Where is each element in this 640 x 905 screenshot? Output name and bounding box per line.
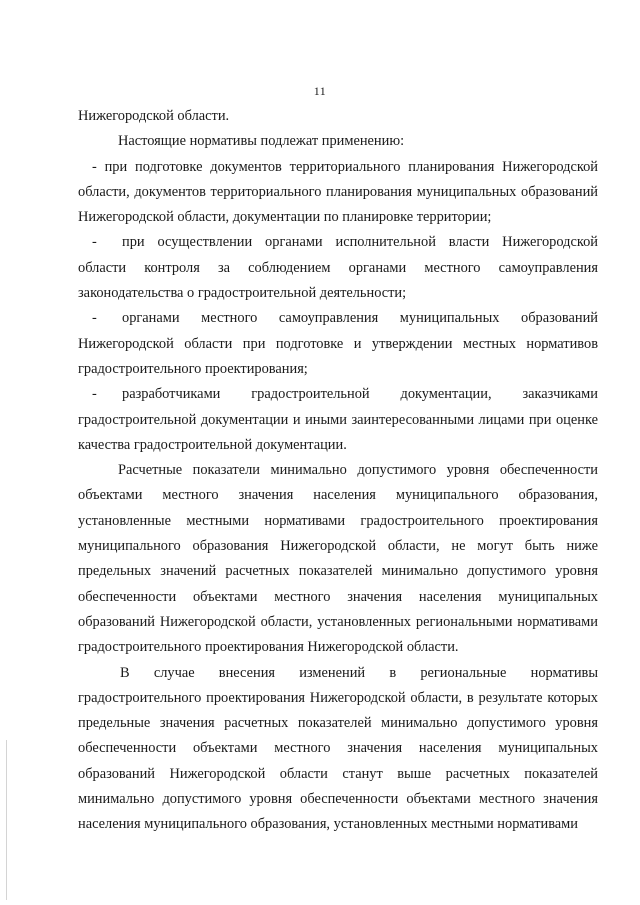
paragraph-continued-text: градостроительного проектирования Нижегородской области, в результате которых предельные значения расчетных показателей минимально допустимого уровня обеспеченности объектами местного значения населения муниципальных образований Нижегородской области станут выше расчетных показателей минимально допустимого уровня обеспеченности объектами местного значения населения муниципального образования, установленных местными нормативами [78,689,598,833]
list-dash: - [92,310,97,327]
list-item-text: разработчиками градостроительной документации, заказчиками градостроительной документации и иными заинтересованными лицами при оценке качества градостроительной документации. [78,386,598,453]
paragraph-intro: Настоящие нормативы подлежат применению: [118,133,405,150]
paragraph-calculated-indicators: Расчетные показатели минимально допустимого уровня обеспеченности объектами местного значения населения муниципального образования, установленные местными нормативами градостроительного проектирования муниципального образования Нижегородской области, не могут быть ниже предельных значений расчетных показателей минимально допустимого уровня обеспеченности объектами местного значения населения муниципальных образований Нижегородской области, установленных региональными нормативами градостроительного проектирования Нижегородской области. [78,462,598,656]
list-item-local-self-government [78,306,598,382]
paragraph-first-line: В случае внесения изменений в региональные нормативы [120,664,598,681]
page-number: 11 [313,84,327,98]
document-body [78,104,598,838]
paragraph-continuation: Нижегородской области. [78,108,230,124]
list-item-developers [78,382,598,458]
list-dash: - [92,386,97,403]
list-dash: - [92,234,97,251]
list-item-territorial-planning: - при подготовке документов территориального планирования Нижегородской области, документов территориального планирования муниципальных образований Нижегородской области, документации по планировке территории; [78,158,598,226]
list-item-text: органами местного самоуправления муниципальных образований Нижегородской области при подготовке и утверждении местных нормативов градостроительного проектирования; [78,310,598,377]
scan-edge-mark [6,740,7,900]
list-item-executive-control [78,230,598,306]
list-item-text: при осуществлении органами исполнительной власти Нижегородской области контроля за соблюдением органами местного самоуправления законодательства о градостроительной деятельности; [78,234,598,302]
paragraph-regional-changes [78,661,598,838]
